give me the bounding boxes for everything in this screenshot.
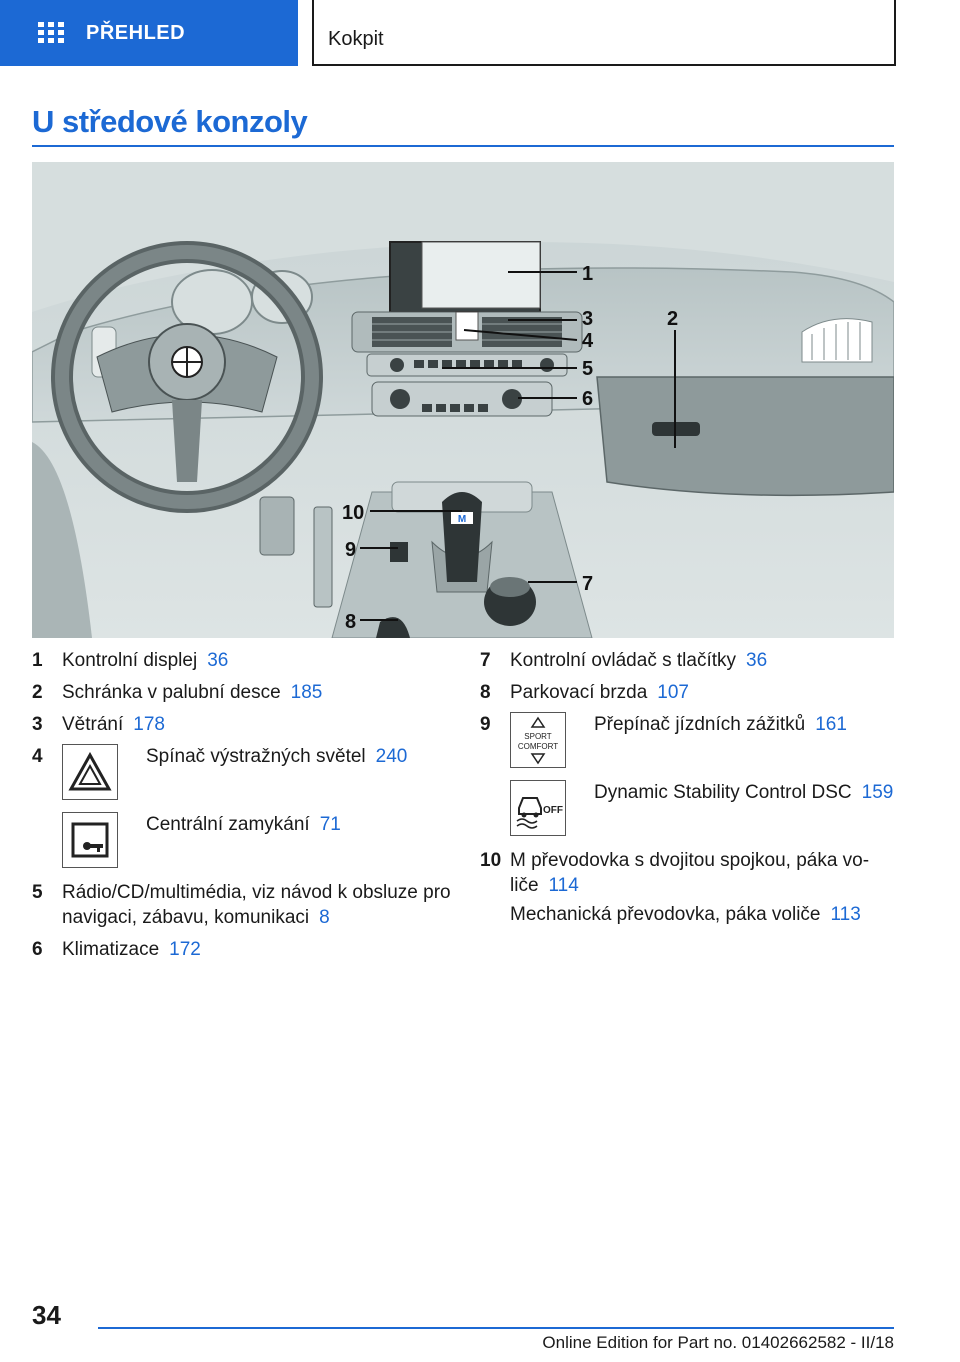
legend-right (480, 648, 894, 934)
item-text: Rádio/CD/multimédia, viz návod k obsluze pro navigaci, zábavu, komunikaci (62, 882, 451, 928)
item-text: Mechanická převodovka, páka voliče (510, 904, 821, 925)
section-label: Kokpit (328, 28, 384, 50)
item-number: 4 (32, 746, 43, 767)
page-link[interactable]: 36 (207, 650, 229, 671)
sport-comfort-switch-icon (510, 712, 566, 768)
legend-item (480, 712, 894, 836)
page-link[interactable]: 8 (319, 907, 330, 928)
callout-8: 8 (345, 611, 357, 633)
m-badge: M (457, 514, 467, 525)
item-text: Dynamic Stability Control DSC (594, 782, 852, 803)
item-number: 6 (32, 939, 43, 960)
page-header (0, 0, 960, 66)
page-link[interactable]: 185 (290, 682, 323, 703)
footer-divider (98, 1327, 894, 1329)
icon-entry (510, 712, 894, 768)
central-locking-icon (62, 812, 118, 868)
icon-entry (62, 812, 462, 868)
item-number: 9 (480, 714, 491, 735)
sport-label: SPORT (524, 732, 552, 741)
off-label: OFF (543, 805, 563, 816)
legend-subitem (510, 902, 894, 927)
item-text: Větrání (62, 714, 124, 735)
legend-item (32, 648, 462, 673)
edition-text: Online Edition for Part no. 01402662582 - II/18 (542, 1333, 894, 1352)
dsc-off-icon (510, 780, 566, 836)
item-text: Klimatizace (62, 939, 160, 960)
legend-item (32, 937, 462, 962)
item-number: 10 (480, 850, 502, 871)
legend-left (32, 648, 462, 969)
item-text: Kontrolní ovládač s tlačítky (510, 650, 736, 671)
legend-item (32, 680, 462, 705)
item-number: 8 (480, 682, 491, 703)
comfort-label: COMFORT (517, 742, 559, 751)
callout-5: 5 (582, 358, 594, 380)
callout-2: 2 (667, 308, 679, 330)
hazard-warning-icon (62, 744, 118, 800)
page-link[interactable]: 113 (830, 904, 861, 925)
page-link[interactable]: 71 (319, 814, 341, 835)
item-text: Parkovací brzda (510, 682, 648, 703)
callout-10: 10 (342, 502, 365, 524)
icon-entry (510, 780, 894, 836)
grid-menu-icon (38, 22, 64, 44)
page-title: U středové konzoly (32, 104, 308, 139)
item-number: 3 (32, 714, 43, 735)
page-link[interactable]: 161 (815, 714, 847, 735)
cockpit-illustration (32, 162, 894, 638)
section-tab (312, 0, 896, 66)
item-text: M převodovka s dvojitou spojkou, páka vo‐liče (510, 850, 870, 896)
item-number: 5 (32, 882, 43, 903)
legend-item (32, 712, 462, 737)
page-number: 34 (32, 1300, 61, 1330)
icon-entry (62, 744, 462, 800)
page-link[interactable]: 172 (169, 939, 201, 960)
callout-6: 6 (582, 388, 594, 410)
overview-nav-label: PŘEHLED (86, 21, 186, 44)
page-link[interactable]: 178 (133, 714, 165, 735)
callout-4: 4 (582, 330, 594, 352)
callout-7: 7 (582, 573, 594, 595)
item-text: Spínač výstražných světel (146, 746, 366, 767)
legend-item (480, 648, 894, 673)
legend-item (480, 680, 894, 705)
callout-9: 9 (345, 539, 357, 561)
callout-3: 3 (582, 308, 594, 330)
page-link[interactable]: 107 (657, 682, 689, 703)
item-text: Schránka v palubní desce (62, 682, 281, 703)
item-text: Kontrolní displej (62, 650, 198, 671)
item-number: 7 (480, 650, 491, 671)
page-link[interactable]: 159 (861, 782, 894, 803)
overview-nav-button[interactable] (0, 0, 298, 66)
callout-1: 1 (582, 263, 594, 285)
title-divider (32, 145, 894, 147)
page-link[interactable]: 36 (746, 650, 768, 671)
item-number: 2 (32, 682, 43, 703)
item-number: 1 (32, 650, 43, 671)
legend-item (32, 880, 462, 930)
legend-item (480, 848, 894, 927)
item-text: Centrální zamykání (146, 814, 310, 835)
item-text: Přepínač jízdních zážitků (594, 714, 806, 735)
legend-item (32, 744, 462, 868)
page-link[interactable]: 114 (548, 875, 579, 896)
page-link[interactable]: 240 (375, 746, 408, 767)
